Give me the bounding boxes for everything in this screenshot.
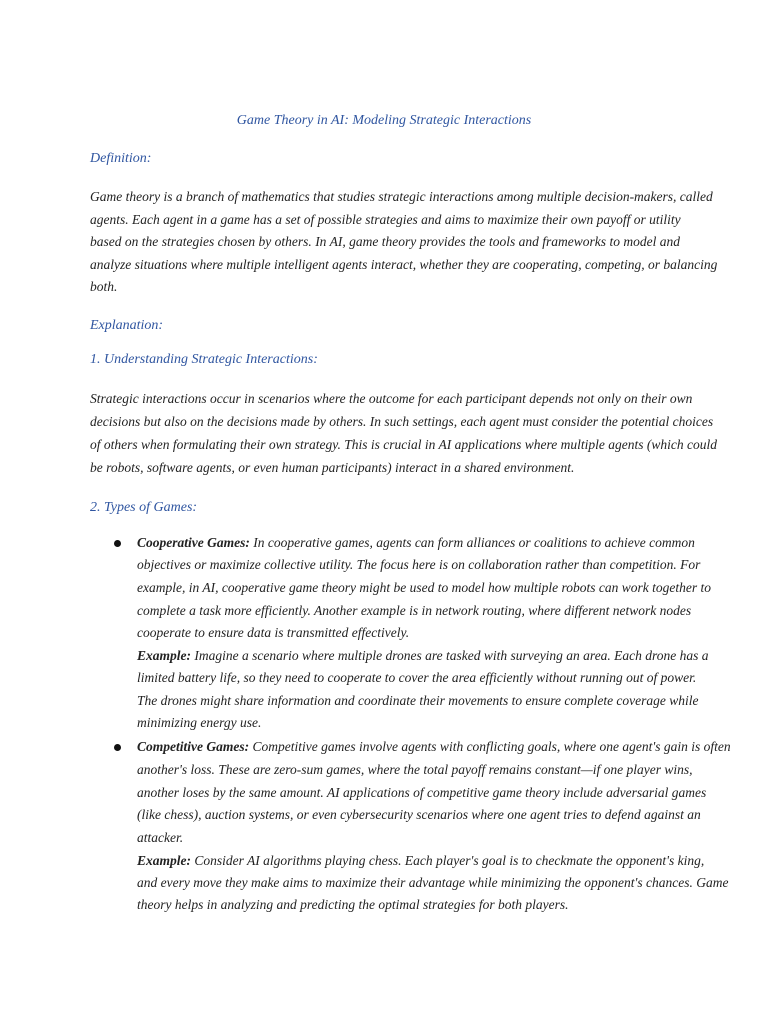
example-label: Example: (137, 648, 191, 663)
section1-line: be robots, software agents, or even human participants) interact in a shared environment. (90, 460, 575, 475)
definition-line: analyze situations where multiple intelligent agents interact, whether they are cooperating, competing, or balancing (90, 257, 718, 272)
competitive-label: Competitive Games: (137, 739, 250, 754)
cooperative-line: cooperate to ensure data is transmitted effectively. (137, 625, 410, 640)
example-text: Imagine a scenario where multiple drones are tasked with surveying an area. Each drone has a (194, 648, 709, 663)
competitive-text: Competitive games involve agents with conflicting goals, where one agent's gain is often (252, 739, 731, 754)
section1-line: decisions but also on the decisions made by others. In such settings, each agent must consider the potential choices (90, 414, 714, 429)
cooperative-line: objectives or maximize collective utility. The focus here is on collaboration rather than competition. For (137, 557, 701, 572)
competitive-line: (like chess), auction systems, or even cybersecurity scenarios where one agent tries to defend against an (137, 807, 701, 822)
competitive-line: another loses by the same amount. AI applications of competitive game theory include adversarial games (137, 785, 707, 800)
cooperative-line (137, 535, 695, 551)
competitive-line (137, 739, 731, 755)
section1-line: of others when formulating their own strategy. This is crucial in AI applications where multiple agents (which could (90, 437, 717, 452)
document-title: Game Theory in AI: Modeling Strategic Interactions (236, 113, 532, 128)
definition-line: agents. Each agent in a game has a set of possible strategies and aims to maximize their own payoff or utility (90, 212, 681, 227)
cooperative-example-line: limited battery life, so they need to cooperate to cover the area efficiently without running out of power. (137, 670, 697, 685)
competitive-example-line: theory helps in analyzing and predicting the optimal strategies for both players. (137, 897, 569, 912)
cooperative-example-line (137, 648, 709, 664)
bullet-icon (114, 540, 121, 547)
competitive-line: attacker. (137, 830, 184, 845)
cooperative-line: example, in AI, cooperative game theory might be used to model how multiple robots can work together to (137, 580, 712, 595)
bullet-icon (114, 744, 121, 751)
cooperative-text: In cooperative games, agents can form alliances or coalitions to achieve common (253, 535, 695, 550)
definition-line: both. (90, 279, 118, 294)
competitive-line: another's loss. These are zero-sum games, where the total payoff remains constant—if one player wins, (137, 762, 693, 777)
explanation-heading: Explanation: (90, 318, 164, 333)
example-text: Consider AI algorithms playing chess. Each player's goal is to checkmate the opponent's king, (194, 853, 705, 868)
competitive-example-line: and every move they make aims to maximize their advantage while minimizing the opponent's chances. Game (137, 875, 729, 890)
cooperative-example-line: minimizing energy use. (137, 715, 262, 730)
definition-line: based on the strategies chosen by others. In AI, game theory provides the tools and frameworks to model and (90, 234, 680, 249)
competitive-example-line (137, 853, 705, 869)
section2-heading: 2. Types of Games: (90, 500, 198, 515)
example-label: Example: (137, 853, 191, 868)
definition-line: Game theory is a branch of mathematics that studies strategic interactions among multiple decision-makers, called (90, 189, 713, 204)
section1-heading: 1. Understanding Strategic Interactions: (90, 352, 318, 367)
section1-line: Strategic interactions occur in scenarios where the outcome for each participant depends not only on their own (90, 391, 693, 406)
definition-heading: Definition: (90, 151, 152, 166)
cooperative-line: complete a task more efficiently. Another example is in network routing, where different network nodes (137, 603, 692, 618)
cooperative-example-line: The drones might share information and coordinate their movements to ensure complete coverage while (137, 693, 699, 708)
cooperative-label: Cooperative Games: (137, 535, 250, 550)
